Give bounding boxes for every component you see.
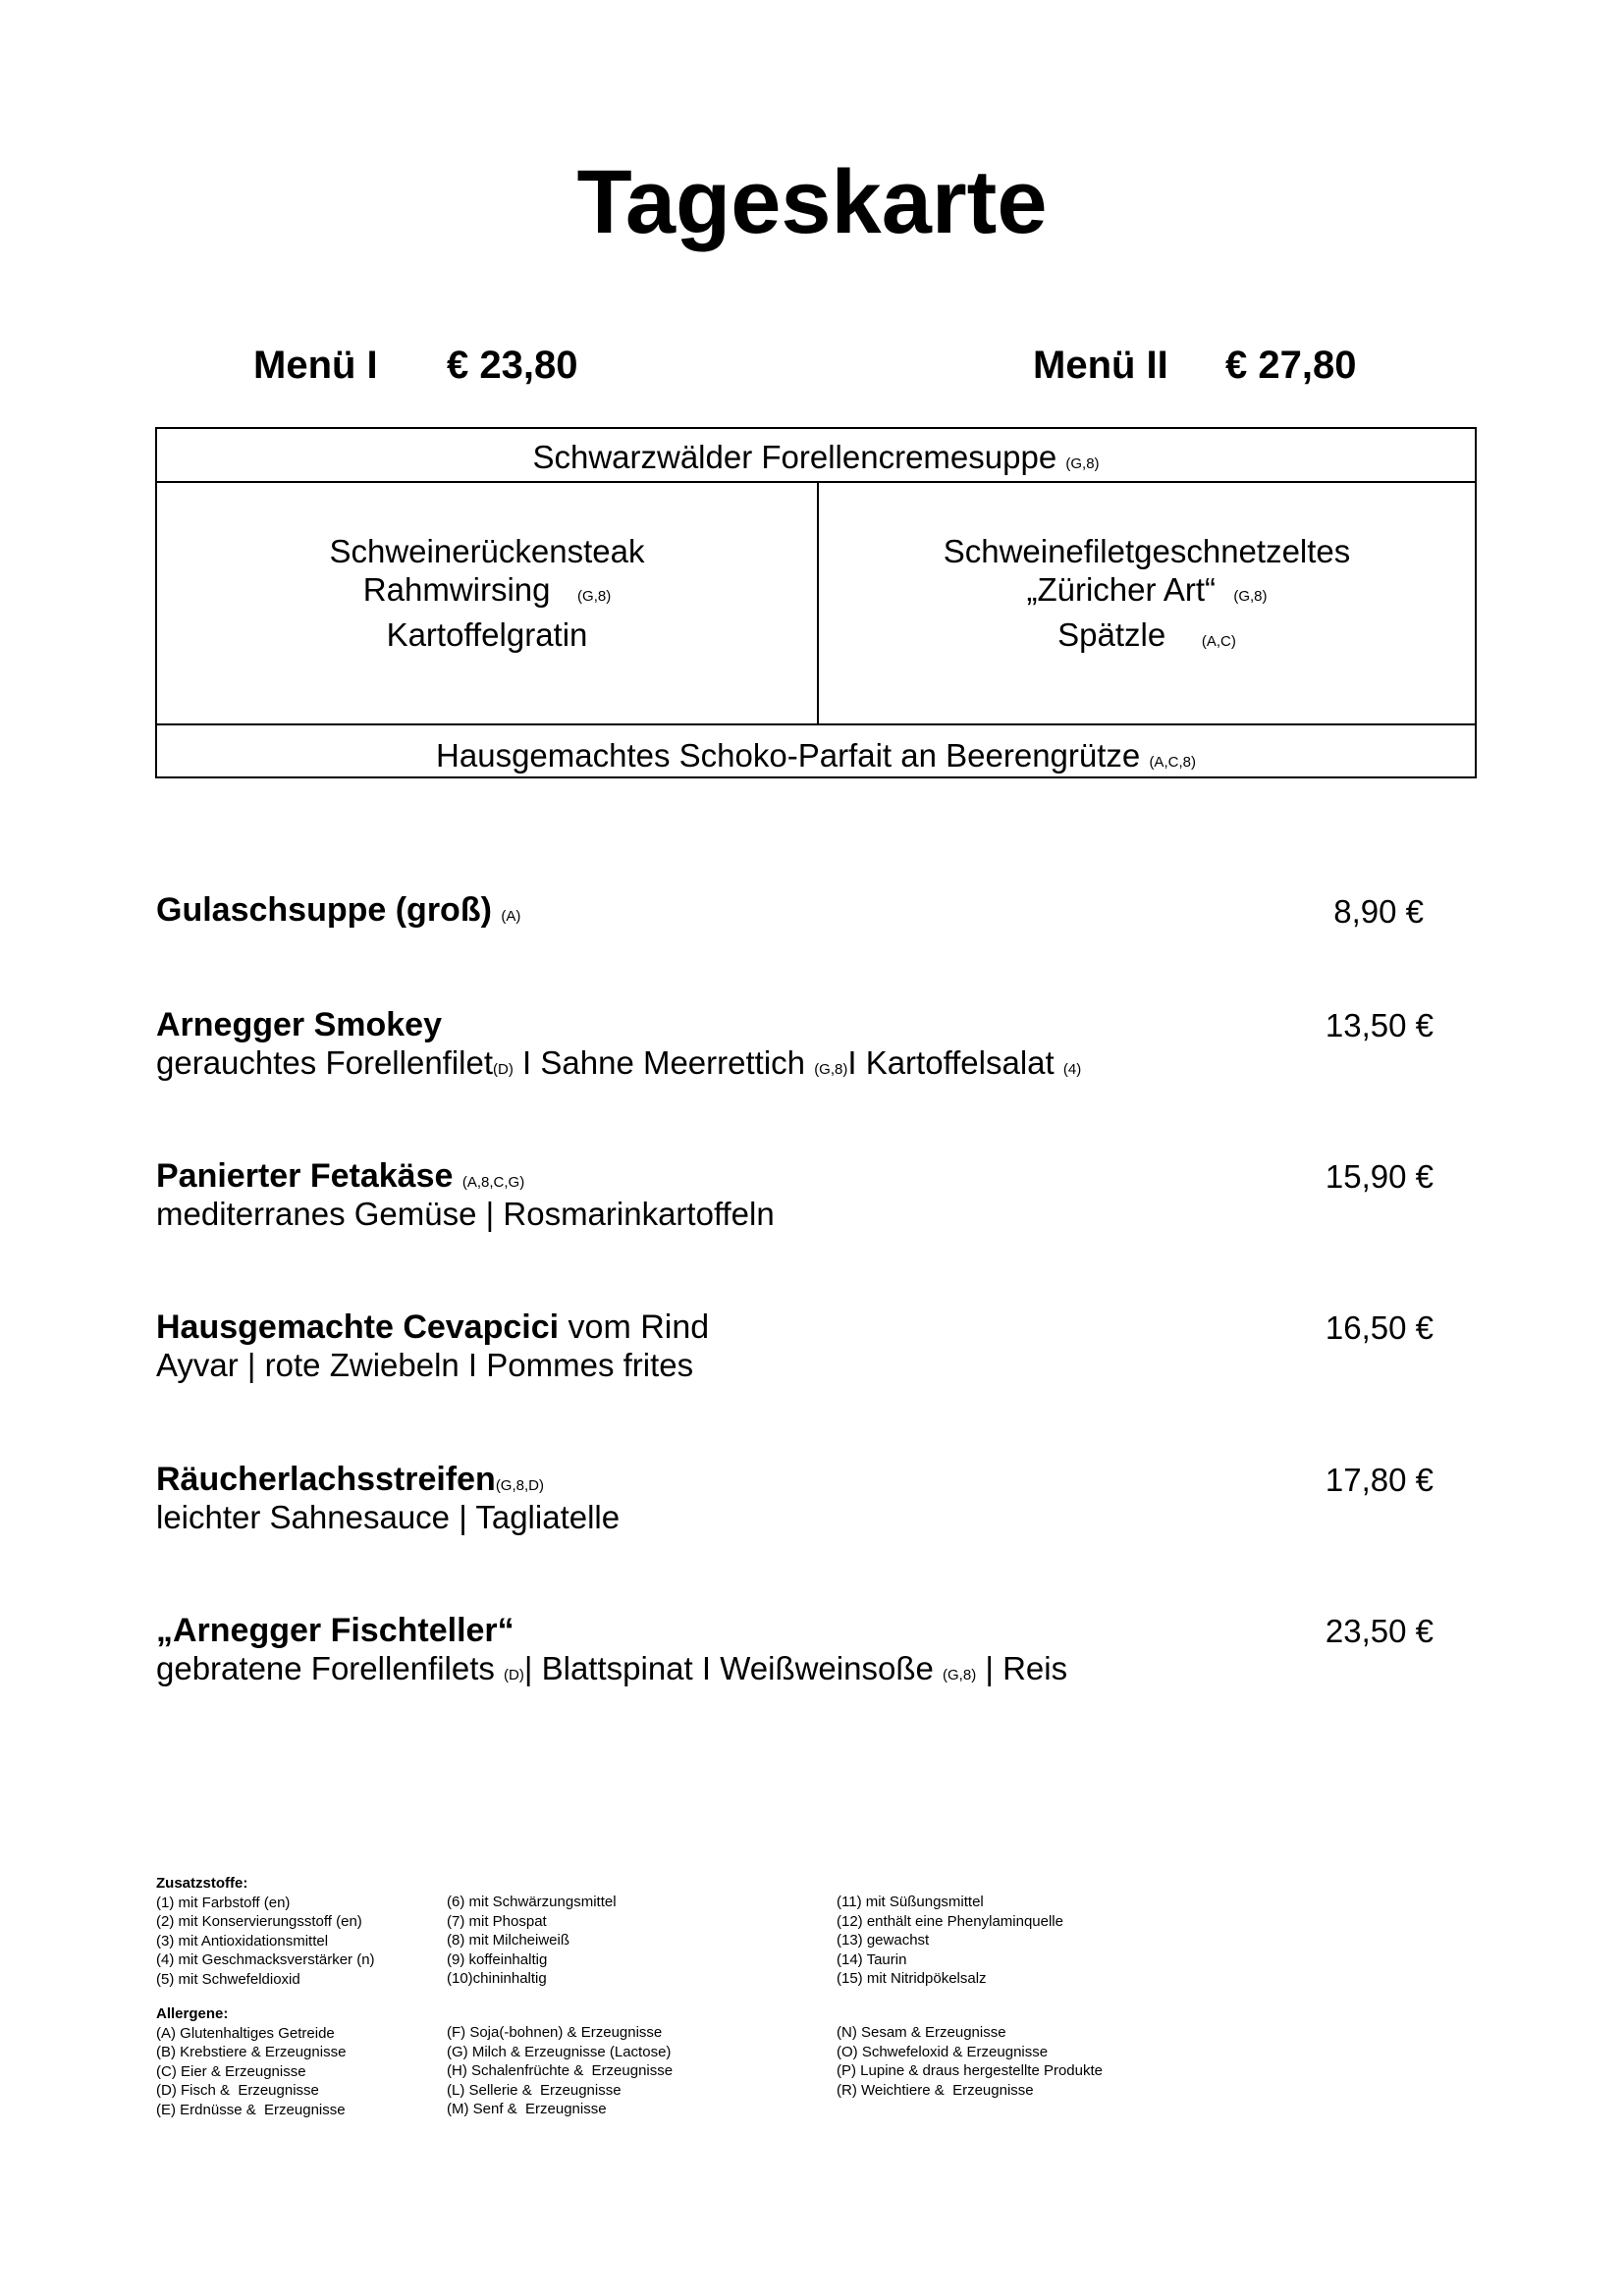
legend-entry: (8) mit Milcheiweiß [447, 1932, 570, 1949]
desc-allergens: (G,8) [814, 1061, 848, 1078]
dessert-allergens: (A,C,8) [1149, 754, 1196, 771]
main2-line1: Schweinefiletgeschnetzeltes [943, 533, 1351, 569]
dish-name: Gulaschsuppe (groß) [156, 891, 492, 929]
legend-entry: (5) mit Schwefeldioxid [156, 1970, 300, 1988]
legend-entry: (M) Senf & Erzeugnisse [447, 2101, 607, 2117]
main-course-2 [817, 532, 1477, 661]
menu1-price: € 23,80 [447, 344, 578, 387]
additives-legend [156, 1874, 375, 1989]
dish-name-suffix: vom Rind [568, 1308, 710, 1346]
dish-name: Panierter Fetakäse [156, 1157, 454, 1195]
legend-entry: (B) Krebstiere & Erzeugnisse [156, 2044, 347, 2060]
allergens-column-1 [156, 2024, 346, 2120]
starter-allergens: (G,8) [1065, 455, 1100, 472]
dish-description: Ayvar | rote Zwiebeln I Pommes frites [156, 1347, 694, 1383]
allergens-column-3 [837, 2023, 1103, 2100]
page-title: Tageskarte [576, 152, 1048, 252]
legend-entry: (L) Sellerie & Erzeugnisse [447, 2081, 622, 2099]
dish-price: 13,50 € [1325, 1007, 1434, 1043]
main1-line2-allergens: (G,8) [577, 588, 612, 605]
legend-entry: (E) Erdnüsse & Erzeugnisse [156, 2101, 346, 2118]
main2-line3: Spätzle [1057, 616, 1166, 653]
legend-entry: (2) mit Konservierungsstoff (en) [156, 1913, 362, 1930]
main2-line2: „Züricher Art“ [1026, 571, 1216, 608]
dish-price: 15,90 € [1325, 1158, 1434, 1195]
dish-arnegger-smokey [156, 1008, 442, 1041]
dish-price: 16,50 € [1325, 1309, 1434, 1346]
dish-price: 23,50 € [1325, 1613, 1434, 1649]
dish-description [156, 1652, 1067, 1684]
legend-entry: (F) Soja(-bohnen) & Erzeugnisse [447, 2024, 663, 2041]
legend-entry: (C) Eier & Erzeugnisse [156, 2062, 306, 2080]
legend-entry: (11) mit Süßungsmittel [837, 1894, 984, 1910]
main1-line3: Kartoffelgratin [386, 616, 588, 653]
desc-part: | Blattspinat I Weißweinsoße [523, 1650, 934, 1686]
legend-entry: (3) mit Antioxidationsmittel [156, 1932, 329, 1949]
dish-cevapcici [156, 1310, 709, 1344]
table-divider-bottom [157, 723, 1475, 725]
legend-entry: (1) mit Farbstoff (en) [156, 1894, 291, 1911]
legend-entry: (7) mit Phospat [447, 1912, 547, 1930]
dish-price: 17,80 € [1325, 1462, 1434, 1498]
desc-part: I Sahne Meerrettich [522, 1044, 806, 1081]
desc-allergens: (D) [493, 1061, 514, 1078]
main-course-1 [157, 532, 817, 654]
legend-entry: (R) Weichtiere & Erzeugnisse [837, 2081, 1034, 2099]
dish-description: leichter Sahnesauce | Tagliatelle [156, 1499, 621, 1535]
dessert-text: Hausgemachtes Schoko-Parfait an Beerengrütze [436, 737, 1141, 774]
desc-part: | Reis [985, 1650, 1068, 1686]
legend-entry: (G) Milch & Erzeugnisse (Lactose) [447, 2043, 672, 2060]
legend-entry: (14) Taurin [837, 1950, 907, 1968]
desc-part: gebratene Forellenfilets [156, 1650, 495, 1686]
dish-name: Räucherlachsstreifen [156, 1461, 496, 1498]
allergens-legend [156, 2004, 346, 2119]
legend-entry: (10)chininhaltig [447, 1970, 547, 1987]
legend-entry: (6) mit Schwärzungsmittel [447, 1894, 617, 1910]
legend-entry: (13) gewachst [837, 1932, 930, 1949]
menu2-label: Menü II [1033, 344, 1168, 387]
additives-column-2 [447, 1893, 617, 1989]
dish-name: Arnegger Smokey [156, 1006, 442, 1043]
menu1-label: Menü I [253, 344, 378, 387]
dish-description [156, 1046, 1081, 1079]
legend-entry: (O) Schwefeloxid & Erzeugnisse [837, 2043, 1049, 2060]
main1-line2: Rahmwirsing [362, 571, 551, 608]
legend-entry: (P) Lupine & draus hergestellte Produkte [837, 2062, 1103, 2079]
legend-entry: (N) Sesam & Erzeugnisse [837, 2024, 1006, 2041]
starter-row [157, 441, 1475, 473]
dish-panierter-fetakaese [156, 1159, 524, 1193]
main1-line2-row [157, 570, 817, 615]
legend-entry: (4) mit Geschmacksverstärker (n) [156, 1951, 375, 1968]
desc-allergens: (D) [504, 1667, 524, 1683]
dish-allergens: (G,8,D) [495, 1477, 544, 1494]
additives-column-3 [837, 1893, 1063, 1989]
legend-entry: (D) Fisch & Erzeugnisse [156, 2082, 319, 2099]
main2-line3-allergens: (A,C) [1201, 633, 1236, 650]
main1-line1: Schweinerückensteak [329, 533, 645, 569]
menu-table [155, 427, 1477, 778]
desc-part: I Kartoffelsalat [847, 1044, 1055, 1081]
dish-gulaschsuppe [156, 893, 520, 927]
dish-raeucherlachsstreifen [156, 1463, 544, 1496]
dish-allergens: (A,8,C,G) [461, 1174, 525, 1191]
legend-entry: (A) Glutenhaltiges Getreide [156, 2024, 335, 2042]
legend-entry: (12) enthält eine Phenylaminquelle [837, 1912, 1063, 1930]
desc-part: gerauchtes Forellenfilet [156, 1044, 494, 1081]
desc-allergens: (G,8) [943, 1667, 977, 1683]
legend-entry: (15) mit Nitridpökelsalz [837, 1970, 987, 1987]
dish-name: Hausgemachte Cevapcici [156, 1308, 560, 1346]
desc-allergens: (4) [1062, 1061, 1082, 1078]
main2-line2-row [817, 570, 1477, 615]
dish-arnegger-fischteller [156, 1614, 514, 1647]
allergens-column-2 [447, 2023, 673, 2119]
menu2-price: € 27,80 [1225, 344, 1357, 387]
legend-entry: (9) koffeinhaltig [447, 1950, 548, 1968]
dish-name: „Arnegger Fischteller“ [156, 1612, 514, 1649]
additives-title: Zusatzstoffe: [156, 1875, 248, 1892]
legend-entry: (H) Schalenfrüchte & Erzeugnisse [447, 2062, 674, 2079]
allergens-title: Allergene: [156, 2005, 229, 2022]
main2-line2-allergens: (G,8) [1233, 588, 1268, 605]
starter-text: Schwarzwälder Forellencremesuppe [532, 439, 1057, 475]
dish-allergens: (A) [501, 908, 521, 925]
main2-line3-row [817, 615, 1477, 661]
dish-description: mediterranes Gemüse | Rosmarinkartoffeln [156, 1196, 775, 1232]
dessert-row [157, 739, 1475, 772]
dish-price: 8,90 € [1333, 893, 1424, 930]
table-divider-top [157, 481, 1475, 483]
additives-column-1 [156, 1894, 375, 1990]
